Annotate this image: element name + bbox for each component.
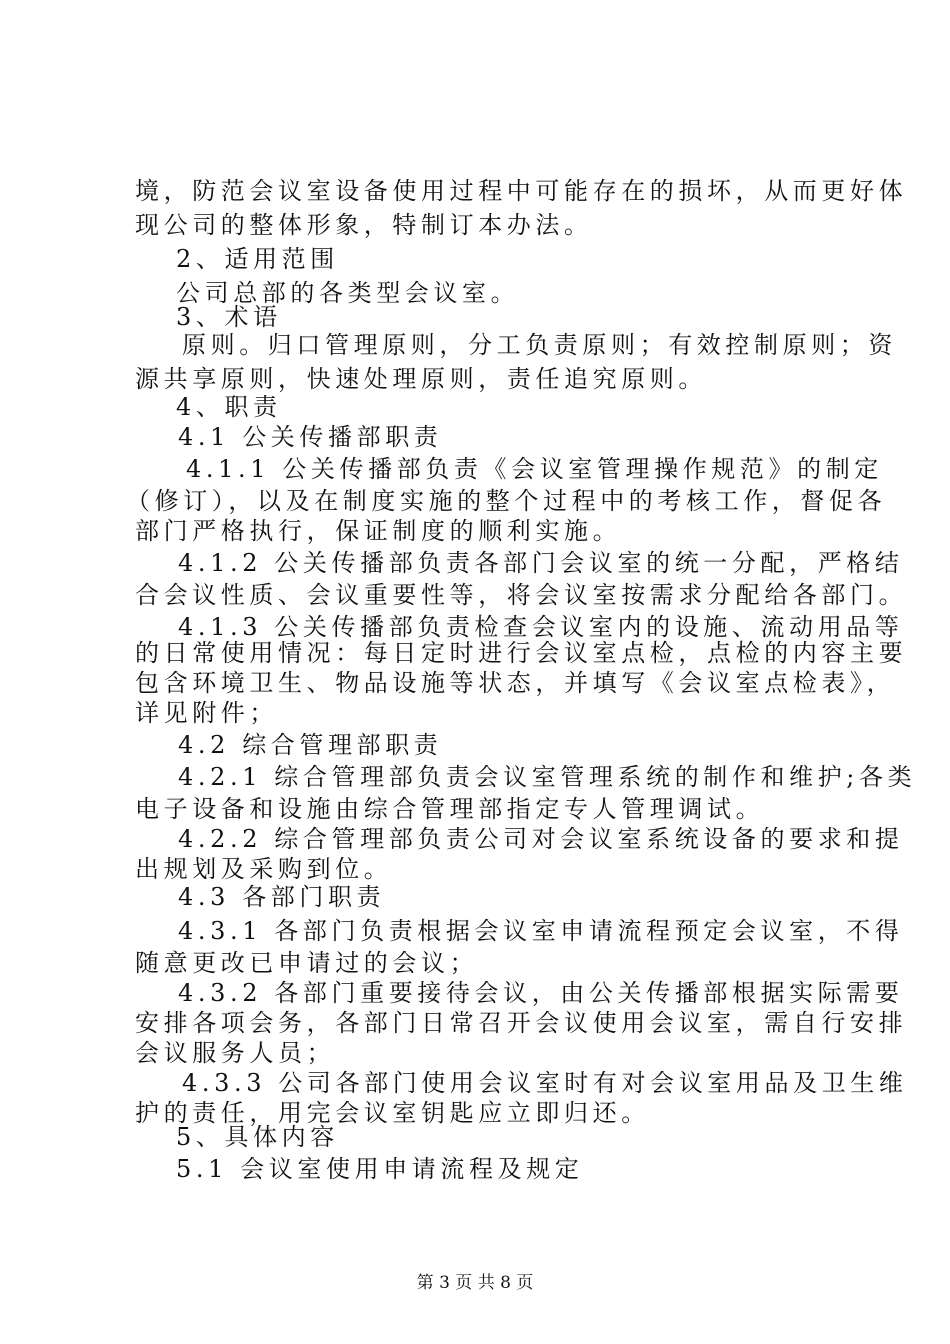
section-heading: 5、具体内容 — [176, 1123, 339, 1151]
body-text-line: 随意更改已申请过的会议； — [135, 949, 479, 977]
body-text-line: 护的责任，用完会议室钥匙应立即归还。 — [135, 1099, 650, 1127]
body-text-line: 境，防范会议室设备使用过程中可能存在的损坏，从而更好体 — [135, 177, 908, 205]
page-number-footer: 第 3 页 共 8 页 — [416, 1273, 534, 1293]
body-text-line: 合会议性质、会议重要性等，将会议室按需求分配给各部门。 — [135, 581, 908, 609]
body-text-line: 部门严格执行，保证制度的顺利实施。 — [135, 517, 622, 545]
body-text-line: 4.1.1 公关传播部负责《会议室管理操作规范》的制定 — [186, 455, 883, 483]
subsection-heading: 4.2 综合管理部职责 — [178, 731, 443, 759]
body-text-line: 4.1.2 公关传播部负责各部门会议室的统一分配，严格结 — [178, 549, 904, 577]
body-text-line: 原则。归口管理原则，分工负责原则；有效控制原则；资 — [182, 331, 897, 359]
section-heading: 4、职责 — [176, 393, 282, 421]
body-text-line: 公司总部的各类型会议室。 — [176, 279, 520, 307]
body-text-line: 4.3.3 公司各部门使用会议室时有对会议室用品及卫生维 — [182, 1069, 908, 1097]
section-heading: 2、适用范围 — [176, 245, 339, 273]
body-text-line: 4.3.1 各部门负责根据会议室申请流程预定会议室，不得 — [178, 917, 904, 945]
body-text-line: 电子设备和设施由综合管理部指定专人管理调试。 — [135, 795, 765, 823]
body-text-line: 安排各项会务，各部门日常召开会议使用会议室，需自行安排 — [135, 1009, 908, 1037]
body-text-line: 现公司的整体形象，特制订本办法。 — [135, 211, 593, 239]
body-text-line: 的日常使用情况：每日定时进行会议室点检，点检的内容主要 — [135, 639, 908, 667]
body-text-line: （修订），以及在制度实施的整个过程中的考核工作，督促各 — [126, 487, 887, 515]
body-text-line: 包含环境卫生、物品设施等状态，并填写《会议室点检表》， — [135, 669, 896, 697]
body-text-line: 4.2.2 综合管理部负责公司对会议室系统设备的要求和提 — [178, 825, 904, 853]
body-text-line: 出规划及采购到位。 — [135, 855, 393, 883]
subsection-heading: 4.3 各部门职责 — [178, 883, 386, 911]
section-heading: 3、术语 — [176, 303, 282, 331]
body-text-line: 源共享原则，快速处理原则，责任追究原则。 — [135, 365, 707, 393]
body-text-line: 会议服务人员； — [135, 1039, 336, 1067]
subsection-heading: 5.1 会议室使用申请流程及规定 — [176, 1155, 584, 1183]
body-text-line: 详见附件； — [135, 699, 278, 727]
subsection-heading: 4.1 公关传播部职责 — [178, 423, 443, 451]
body-text-line: 4.3.2 各部门重要接待会议，由公关传播部根据实际需要 — [178, 979, 904, 1007]
body-text-line: 4.2.1 综合管理部负责会议室管理系统的制作和维护;各类 — [178, 763, 917, 791]
body-text-line: 4.1.3 公关传播部负责检查会议室内的设施、流动用品等 — [178, 613, 904, 641]
